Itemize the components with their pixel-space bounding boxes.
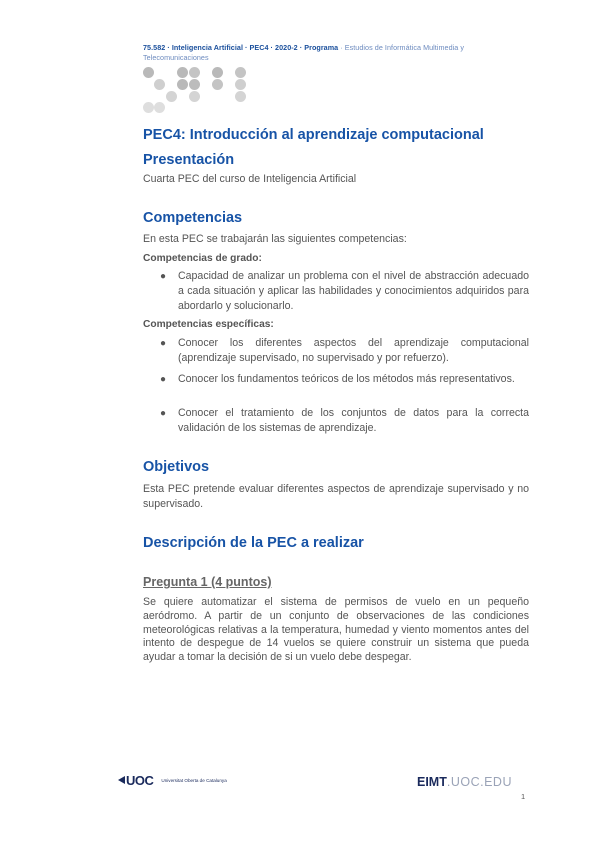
program-line2: Telecomunicaciones: [143, 52, 209, 62]
dot: [212, 67, 223, 78]
running-header: [143, 43, 503, 62]
eimt-light: .UOC.EDU: [446, 775, 512, 789]
pregunta-text: Se quiere automatizar el sistema de permisos de vuelo en un pequeño aeródromo. A partir de un conjunto de observaciones de las condiciones meteorológicas relativas a la temperatura, humedad y viento momentos antes del intento de despegue de 14 vuelos se quiere construir un sistema que pueda ayudar a tomar la decisión de si un vuelo debe despegar.: [143, 596, 529, 664]
dot: [143, 102, 154, 113]
list-item: ● Conocer los diferentes aspectos del aprendizaje computacional (aprendizaje supervisado, no supervisado y por refuerzo).: [160, 337, 529, 364]
uoc-tagline: Universitat Oberta de Catalunya: [161, 777, 227, 783]
uoc-logo: [116, 773, 231, 787]
bullet-icon: ●: [160, 374, 167, 385]
pregunta-title: Pregunta 1 (4 puntos): [143, 575, 272, 589]
bullet-icon: ●: [160, 338, 167, 349]
list-item: ● Conocer los fundamentos teóricos de los métodos más representativos.: [160, 373, 515, 385]
eimt-logo: [417, 775, 512, 789]
objetivos-heading: Objetivos: [143, 459, 210, 475]
dot: [143, 67, 154, 78]
competencias-intro: En esta PEC se trabajarán las siguientes competencias:: [143, 233, 407, 245]
uoc-mark: UOC: [126, 772, 154, 788]
dot: [177, 79, 188, 90]
dot: [189, 91, 200, 102]
dot: [235, 67, 246, 78]
page-number: 1: [521, 792, 526, 801]
dot: [212, 79, 223, 90]
dot: [154, 79, 165, 90]
presentacion-heading: Presentación: [143, 152, 235, 168]
dot: [154, 102, 165, 113]
uoc-arrow-icon: [116, 775, 126, 785]
dot: [235, 79, 246, 90]
list-item: ● Capacidad de analizar un problema con el nivel de abstracción adecuado a cada situación y aplicar las habilidades y conocimientos adquiridos para abordarlo y solucionarlo.: [160, 270, 529, 312]
dot-pattern-logo: [143, 67, 263, 115]
dot: [177, 67, 188, 78]
document-title: PEC4: Introducción al aprendizaje computacional: [143, 127, 484, 143]
dot: [189, 67, 200, 78]
dot: [189, 79, 200, 90]
dot: [166, 91, 177, 102]
competencias-heading: Competencias: [143, 210, 243, 226]
eimt-bold: EIMT: [417, 775, 447, 789]
descripcion-heading: Descripción de la PEC a realizar: [143, 535, 364, 551]
bullet-icon: ●: [160, 408, 167, 419]
list-item: ● Conocer el tratamiento de los conjuntos de datos para la correcta validación de los sistemas de aprendizaje.: [160, 407, 529, 434]
program-line1: · Estudios de Informática Multimedia y: [338, 43, 465, 52]
presentacion-text: Cuarta PEC del curso de Inteligencia Artificial: [143, 173, 357, 185]
especificas-heading: Competencias específicas:: [143, 319, 274, 330]
objetivos-text: Esta PEC pretende evaluar diferentes aspectos de aprendizaje supervisado y no supervisado.: [143, 483, 529, 510]
dot: [235, 91, 246, 102]
grado-heading: Competencias de grado:: [143, 253, 262, 264]
bullet-icon: ●: [160, 271, 167, 282]
course-code: 75.582 · Inteligencia Artificial · PEC4 · 2020-2 · Programa: [143, 43, 339, 52]
